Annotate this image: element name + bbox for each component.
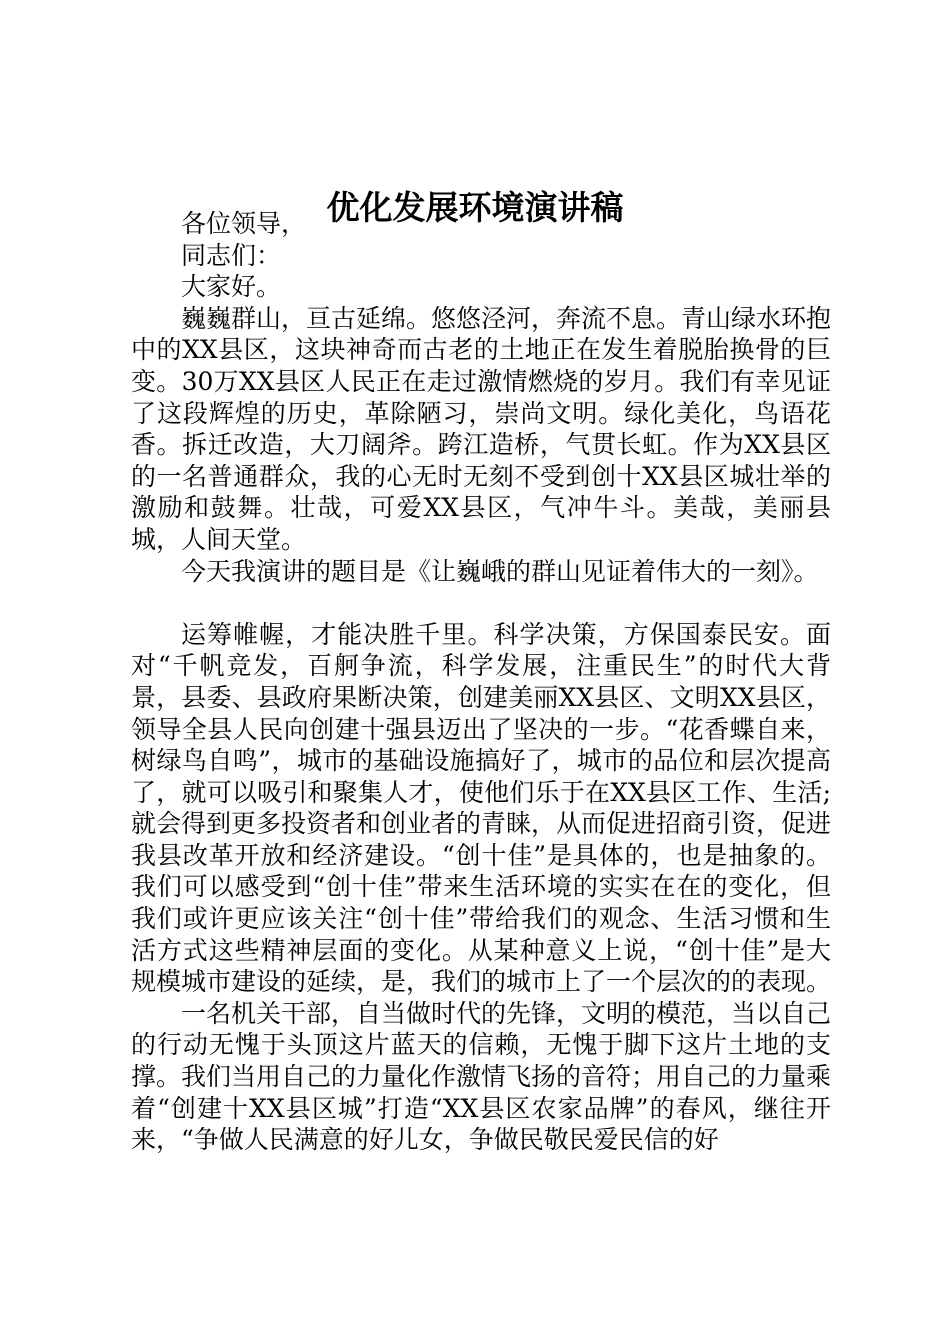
salutation-comrades: 同志们：: [181, 240, 282, 270]
paragraph-topic: 今天我演讲的题目是《让巍峨的群山见证着伟大的一刻》。: [181, 556, 819, 586]
salutation-leaders: 各位领导，: [181, 209, 307, 238]
paragraph-decision: 运筹帷幄，才能决胜千里。科学决策，方保国泰民安。面对“千帆竞发，百舸争流，科学发展，注重民生”的时代大背景，县委、县政府果断决策，创建美丽XX县区、文明XX县区，领导全县人民向创建十强县迈出了坚决的一步。“花香蝶自来，树绿鸟自鸣”，城市的基础设施搞好了，城市的品位和层次提高了，就可以吸引和聚集人才，使他们乐于在XX县区工作、生活;就会得到更多投资者和创业者的青睐，从而促进招商引资，促进我县改革开放和经济建设。“创十佳”是具体的，也是抽象的。我们可以感受到“创十佳”带来生活环境的实实在在的变化，但我们或许更应该关注“创十佳”带给我们的观念、生活习惯和生活方式这些精神层面的变化。从某种意义上说，“创十佳”是大规模城市建设的延续，是，我们的城市上了一个层次的的表现。: [131, 619, 832, 997]
greeting: 大家好。: [181, 272, 282, 302]
document-title: 优化发展环境演讲稿: [326, 188, 624, 227]
document-body: [131, 208, 831, 1156]
paragraph-cadre: 一名机关干部，自当做时代的先锋，文明的模范，当以自己的行动无愧于头顶这片蓝天的信赖，无愧于脚下这片土地的支撑。我们当用自己的力量化作激情飞扬的音符；用自己的力量乘着“创建十XX县区城”打造“XX县区农家品牌”的春风，继往开来，“争做人民满意的好儿女，争做民敬民爱民信的好: [131, 998, 832, 1155]
paragraph-intro: 巍巍群山，亘古延绵。悠悠泾河，奔流不息。青山绿水环抱中的XX县区，这块神奇而古老的土地正在发生着脱胎换骨的巨变。30万XX县区人民正在走过激情燃烧的岁月。我们有幸见证了这段辉煌的历史，革除陋习，崇尚文明。绿化美化，鸟语花香。拆迁改造，大刀阔斧。跨江造桥，气贯长虹。作为XX县区的一名普通群众，我的心无时无刻不受到创十XX县区城壮举的激励和鼓舞。壮哉，可爱XX县区，气冲牛斗。美哉，美丽县城，人间天堂。: [131, 303, 832, 554]
